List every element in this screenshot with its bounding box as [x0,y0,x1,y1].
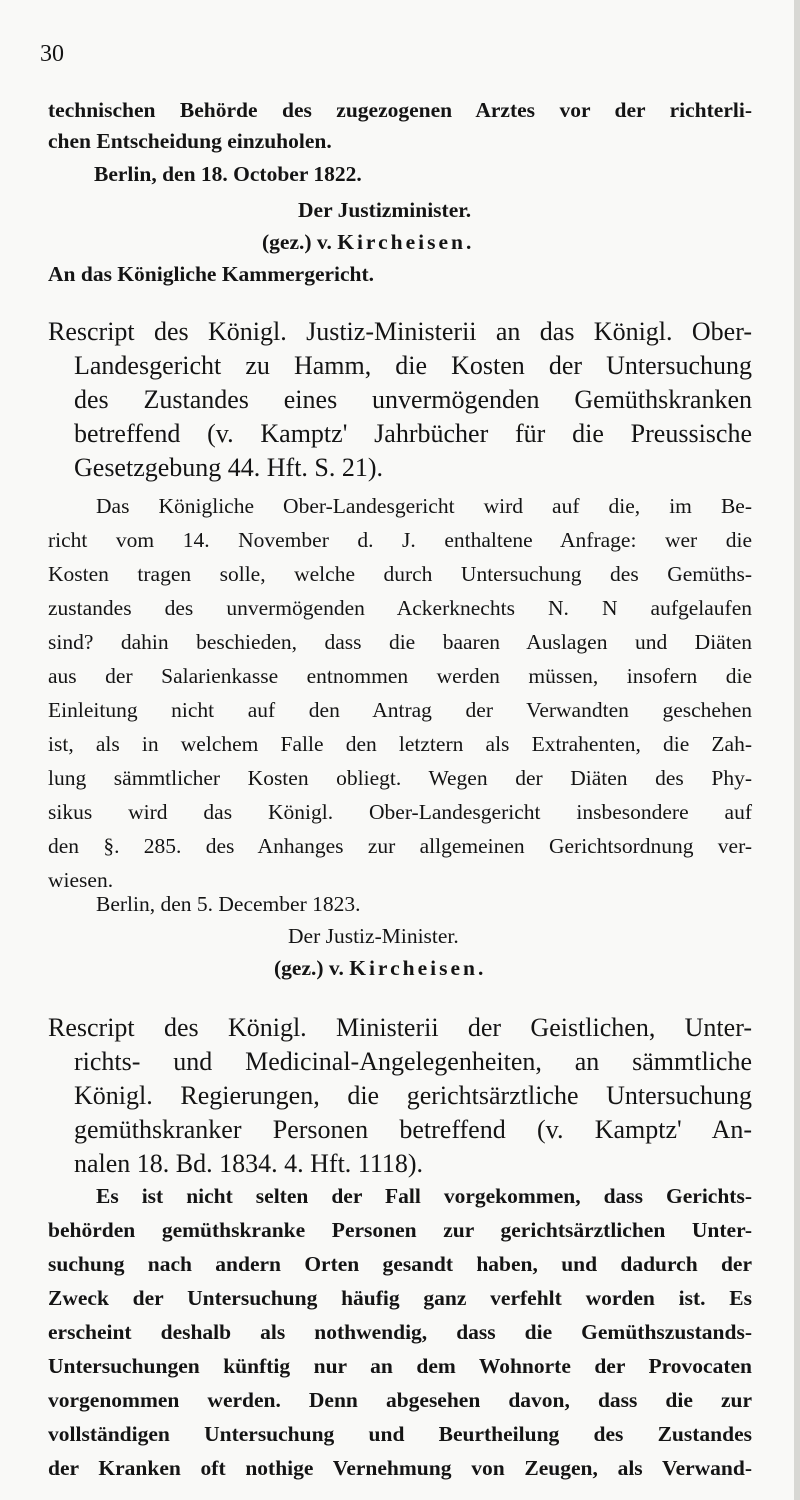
text-line: suchung nach andern Orten gesandt haben, und dadurch der [48,1252,752,1276]
heading-line: Gesetzgebung 44. Hft. S. 21). [74,453,384,482]
heading-line: Landesgericht zu Hamm, die Kosten der Untersuchung [74,351,752,380]
text-line: vorgenommen werden. Denn abgesehen davon, dass die zur [48,1388,752,1412]
text-line: Kosten tragen solle, welche durch Untersuchung des Gemüths- [48,562,752,586]
heading-line: Rescript des Königl. Ministerii der Geistlichen, Unter- [48,1013,752,1042]
heading-line: Königl. Regierungen, die gerichtsärztliche Untersuchung [74,1081,752,1110]
heading-line: des Zustandes eines unvermögenden Gemüthskranken [74,385,752,414]
place-date: Berlin, den 18. October 1822. [94,162,362,186]
text-line: erscheint deshalb als nothwendig, dass die Gemüthszustands- [48,1320,752,1344]
text-line: Zweck der Untersuchung häufig ganz verfehlt worden ist. Es [48,1286,752,1310]
text-line: Das Königliche Ober-Landesgericht wird auf die, im Be- [96,494,752,518]
text-line: den §. 285. des Anhanges zur allgemeinen Gerichtsordnung ver- [48,834,752,858]
text-line: aus der Salarienkasse entnommen werden müssen, insofern die [48,664,752,688]
gez-mark: (gez.) v. [262,230,332,254]
text-line: der Kranken oft nothige Vernehmung von Zeugen, als Verwand- [48,1456,752,1480]
text-line: sikus wird das Königl. Ober-Landesgericht insbesondere auf [48,800,752,824]
heading-line: betreffend (v. Kamptz' Jahrbücher für die Preussische [74,419,752,448]
signatory-name: Kircheisen. [349,956,487,980]
text-line: Untersuchungen künftig nur an dem Wohnorte der Provocaten [48,1354,752,1378]
heading-line: richts- und Medicinal-Angelegenheiten, an sämmtliche [74,1047,752,1076]
signatory-title: Der Justiz-Minister. [288,924,459,948]
text-line: behörden gemüthskranke Personen zur gerichtsärztlichen Unter- [48,1218,752,1242]
signatory-title: Der Justizminister. [298,198,472,222]
addressee: An das Königliche Kammergericht. [48,262,375,286]
heading-line: Rescript des Königl. Justiz-Ministerii an das Königl. Ober- [48,317,752,346]
heading-line: gemüthskranker Personen betreffend (v. Kamptz' An- [74,1115,752,1144]
text-line: vollständigen Untersuchung und Beurtheilung des Zustandes [48,1422,752,1446]
text-line: wiesen. [48,868,114,892]
text-line: Einleitung nicht auf den Antrag der Verwandten geschehen [48,698,752,722]
signatory-name: Kircheisen. [337,230,475,254]
text-line: ist, als in welchem Falle den letztern als Extrahenten, die Zah- [48,732,752,756]
text-line: chen Entscheidung einzuholen. [48,129,332,153]
signatory-line [274,954,486,982]
place-date: Berlin, den 5. December 1823. [96,892,361,916]
signatory-line [262,228,474,256]
text-line: richt vom 14. November d. J. enthaltene Anfrage: wer die [48,528,752,552]
text-line: Es ist nicht selten der Fall vorgekommen, dass Gerichts- [96,1184,752,1208]
gez-mark: (gez.) v. [274,956,344,980]
page-number: 30 [40,41,64,67]
text-line: lung sämmtlicher Kosten obliegt. Wegen der Diäten des Phy- [48,766,752,790]
text-line: zustandes des unvermögenden Ackerknechts N. N aufgelaufen [48,596,752,620]
heading-line: nalen 18. Bd. 1834. 4. Hft. 1118). [74,1149,424,1178]
page-edge-shadow [794,0,800,1500]
text-line: sind? dahin beschieden, dass die baaren Auslagen und Diäten [48,630,752,654]
text-line: technischen Behörde des zugezogenen Arztes vor der richterli- [48,98,752,122]
